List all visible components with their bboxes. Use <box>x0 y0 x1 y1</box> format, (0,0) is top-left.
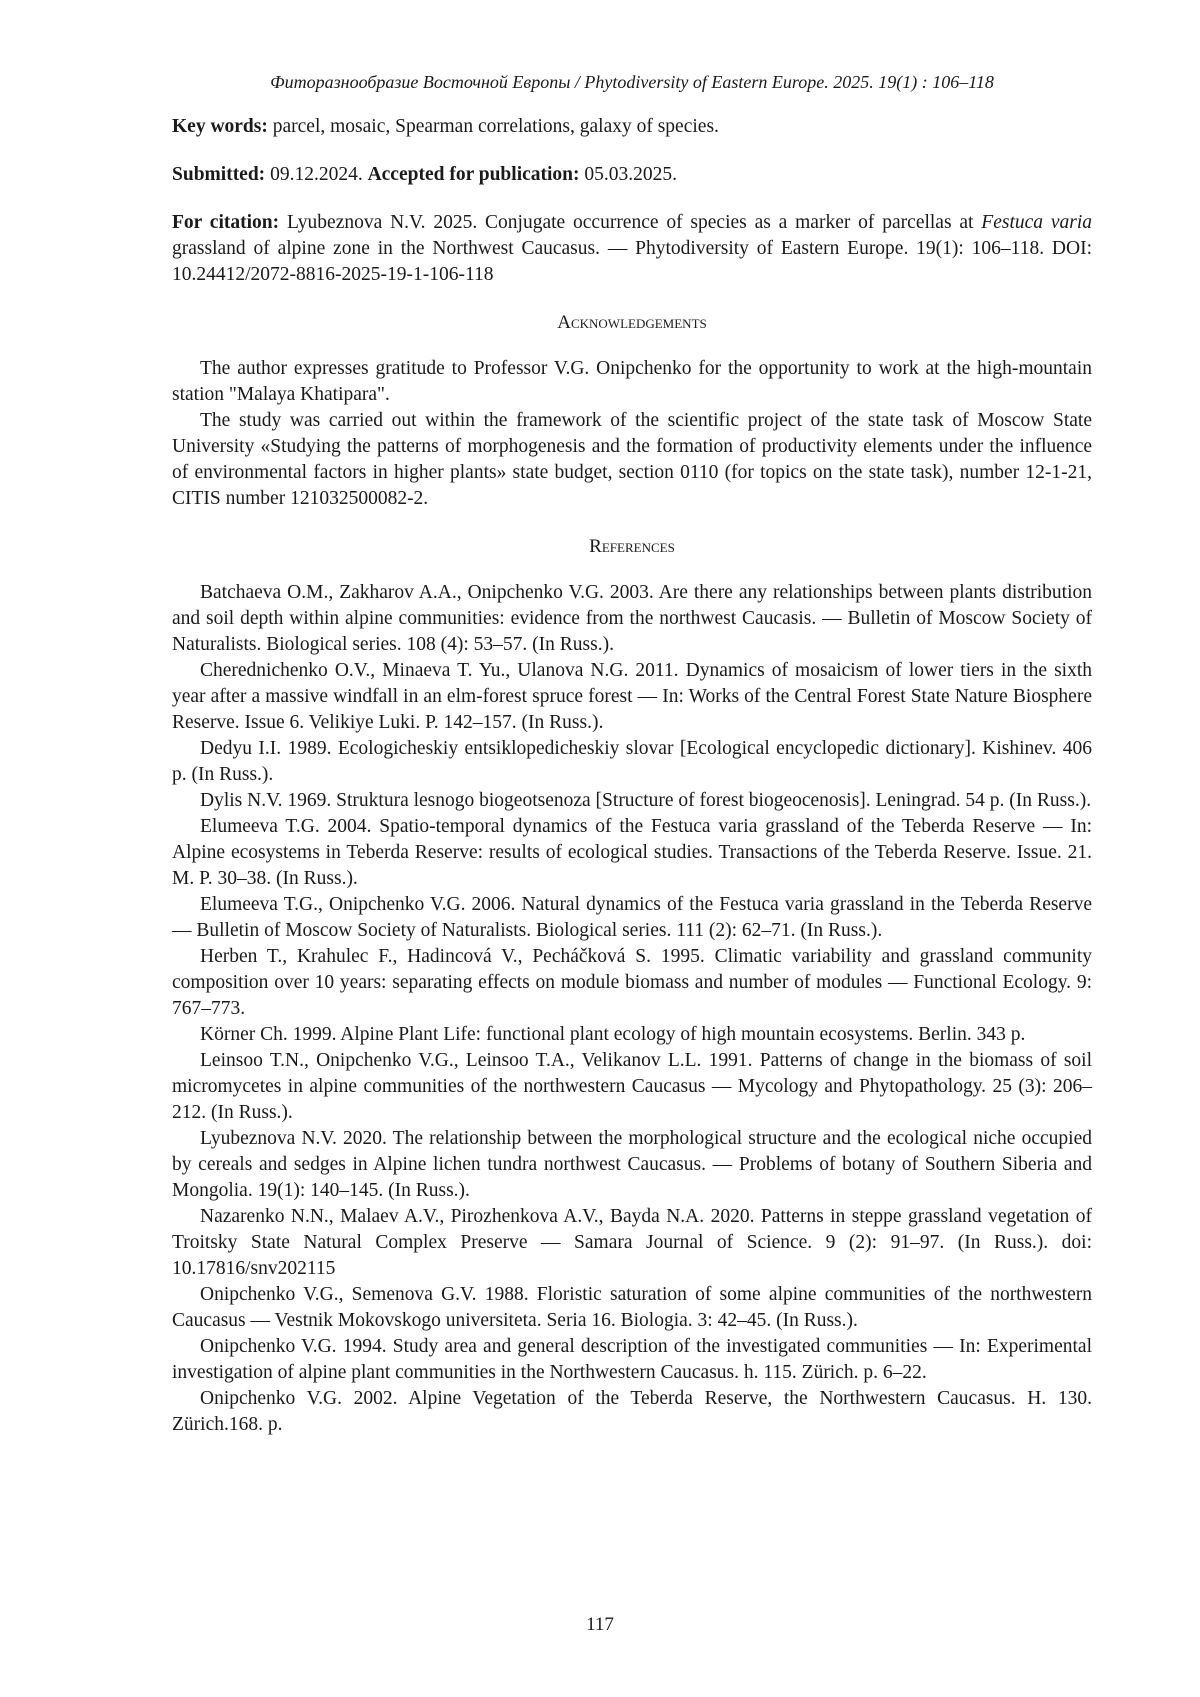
running-header: Фиторазнообразие Восточной Европы / Phytodiversity of Eastern Europe. 2025. 19(1) : 106–118 <box>172 70 1092 94</box>
reference-item: Körner Ch. 1999. Alpine Plant Life: functional plant ecology of high mountain ecosystems. Berlin. 343 p. <box>172 1022 1092 1048</box>
page-number: 117 <box>0 1612 1200 1638</box>
references-heading: References <box>172 534 1092 560</box>
accepted-label: Accepted for publication: <box>368 164 580 185</box>
acknowledgements-heading: Acknowledgements <box>172 310 1092 336</box>
reference-item: Cherednichenko O.V., Minaeva T. Yu., Ulanova N.G. 2011. Dynamics of mosaicism of lower tiers in the sixth year after a massive windfall in an elm-forest spruce forest — In: Works of the Central Forest State Nature Biosphere Reserve. Issue 6. Velikiye Luki. P. 142–157. (In Russ.). <box>172 658 1092 736</box>
keywords-text: parcel, mosaic, Spearman correlations, galaxy of species. <box>268 116 719 137</box>
reference-item: Onipchenko V.G., Semenova G.V. 1988. Floristic saturation of some alpine communities of the northwestern Caucasus — Vestnik Mokovskogo universiteta. Seria 16. Biologia. 3: 42–45. (In Russ.). <box>172 1282 1092 1334</box>
submitted-label: Submitted: <box>172 164 265 185</box>
reference-item: Nazarenko N.N., Malaev A.V., Pirozhenkova A.V., Bayda N.A. 2020. Patterns in steppe grassland vegetation of Troitsky State Natural Complex Preserve — Samara Journal of Science. 9 (2): 91–97. (In Russ.). doi: 10.17816/snv202115 <box>172 1204 1092 1282</box>
reference-item: Onipchenko V.G. 1994. Study area and general description of the investigated communities — In: Experimental investigation of alpine plant communities in the Northwestern Caucasus. h. 115. Zürich. p. 6–22. <box>172 1334 1092 1386</box>
accepted-date: 05.03.2025. <box>580 164 678 185</box>
citation-species: Festuca varia <box>981 212 1092 233</box>
citation-text-2: grassland of alpine zone in the Northwest Caucasus. — Phytodiversity of Eastern Europe. 19(1): 106–118. DOI: 10.24412/2072-8816-2025-19-1-106-118 <box>172 238 1092 285</box>
citation-label: For citation: <box>172 212 279 233</box>
reference-item: Herben T., Krahulec F., Hadincová V., Pecháčková S. 1995. Climatic variability and grassland community composition over 10 years: separating effects on module biomass and number of modules — Functional Ecology. 9: 767–773. <box>172 944 1092 1022</box>
spacer <box>172 512 1092 528</box>
citation <box>172 210 1092 288</box>
acknowledgement-paragraph: The author expresses gratitude to Professor V.G. Onipchenko for the opportunity to work at the high-mountain station "Malaya Khatipara". <box>172 356 1092 408</box>
reference-item: Lyubeznova N.V. 2020. The relationship between the morphological structure and the ecological niche occupied by cereals and sedges in Alpine lichen tundra northwest Caucasus. — Problems of botany of Southern Siberia and Mongolia. 19(1): 140–145. (In Russ.). <box>172 1126 1092 1204</box>
reference-item: Batchaeva O.M., Zakharov A.A., Onipchenko V.G. 2003. Are there any relationships between plants distribution and soil depth within alpine communities: evidence from the northwest Caucasis. — Bulletin of Moscow Society of Naturalists. Biological series. 108 (4): 53–57. (In Russ.). <box>172 580 1092 658</box>
acknowledgements-section <box>172 356 1092 512</box>
reference-item: Elumeeva T.G., Onipchenko V.G. 2006. Natural dynamics of the Festuca varia grassland in the Teberda Reserve — Bulletin of Moscow Society of Naturalists. Biological series. 111 (2): 62–71. (In Russ.). <box>172 892 1092 944</box>
reference-item: Leinsoo T.N., Onipchenko V.G., Leinsoo T.A., Velikanov L.L. 1991. Patterns of change in the biomass of soil micromycetes in alpine communities of the northwestern Caucasus — Mycology and Phytopathology. 25 (3): 206–212. (In Russ.). <box>172 1048 1092 1126</box>
reference-item: Dedyu I.I. 1989. Ecologicheskiy entsiklopedicheskiy slovar [Ecological encyclopedic dictionary]. Kishinev. 406 p. (In Russ.). <box>172 736 1092 788</box>
reference-item: Onipchenko V.G. 2002. Alpine Vegetation of the Teberda Reserve, the Northwestern Caucasus. H. 130. Zürich.168. p. <box>172 1386 1092 1438</box>
document-page <box>0 0 1200 1697</box>
submitted-date: 09.12.2024. <box>265 164 367 185</box>
reference-item: Dylis N.V. 1969. Struktura lesnogo biogeotsenoza [Structure of forest biogeocenosis]. Leningrad. 54 p. (In Russ.). <box>172 788 1092 814</box>
keywords-label: Key words: <box>172 116 268 137</box>
acknowledgement-paragraph: The study was carried out within the framework of the scientific project of the state task of Moscow State University «Studying the patterns of morphogenesis and the formation of productivity elements under the influence of environmental factors in higher plants» state budget, section 0110 (for topics on the state task), number 12-1-21, CITIS number 121032500082-2. <box>172 408 1092 512</box>
references-list <box>172 580 1092 1438</box>
reference-item: Elumeeva T.G. 2004. Spatio-temporal dynamics of the Festuca varia grassland of the Teberda Reserve — In: Alpine ecosystems in Teberda Reserve: results of ecological studies. Transactions of the Teberda Reserve. Issue. 21. M. P. 30–38. (In Russ.). <box>172 814 1092 892</box>
citation-text-1: Lyubeznova N.V. 2025. Conjugate occurrence of species as a marker of parcellas at <box>279 212 981 233</box>
keywords <box>172 114 1092 140</box>
submission-dates <box>172 162 1092 188</box>
